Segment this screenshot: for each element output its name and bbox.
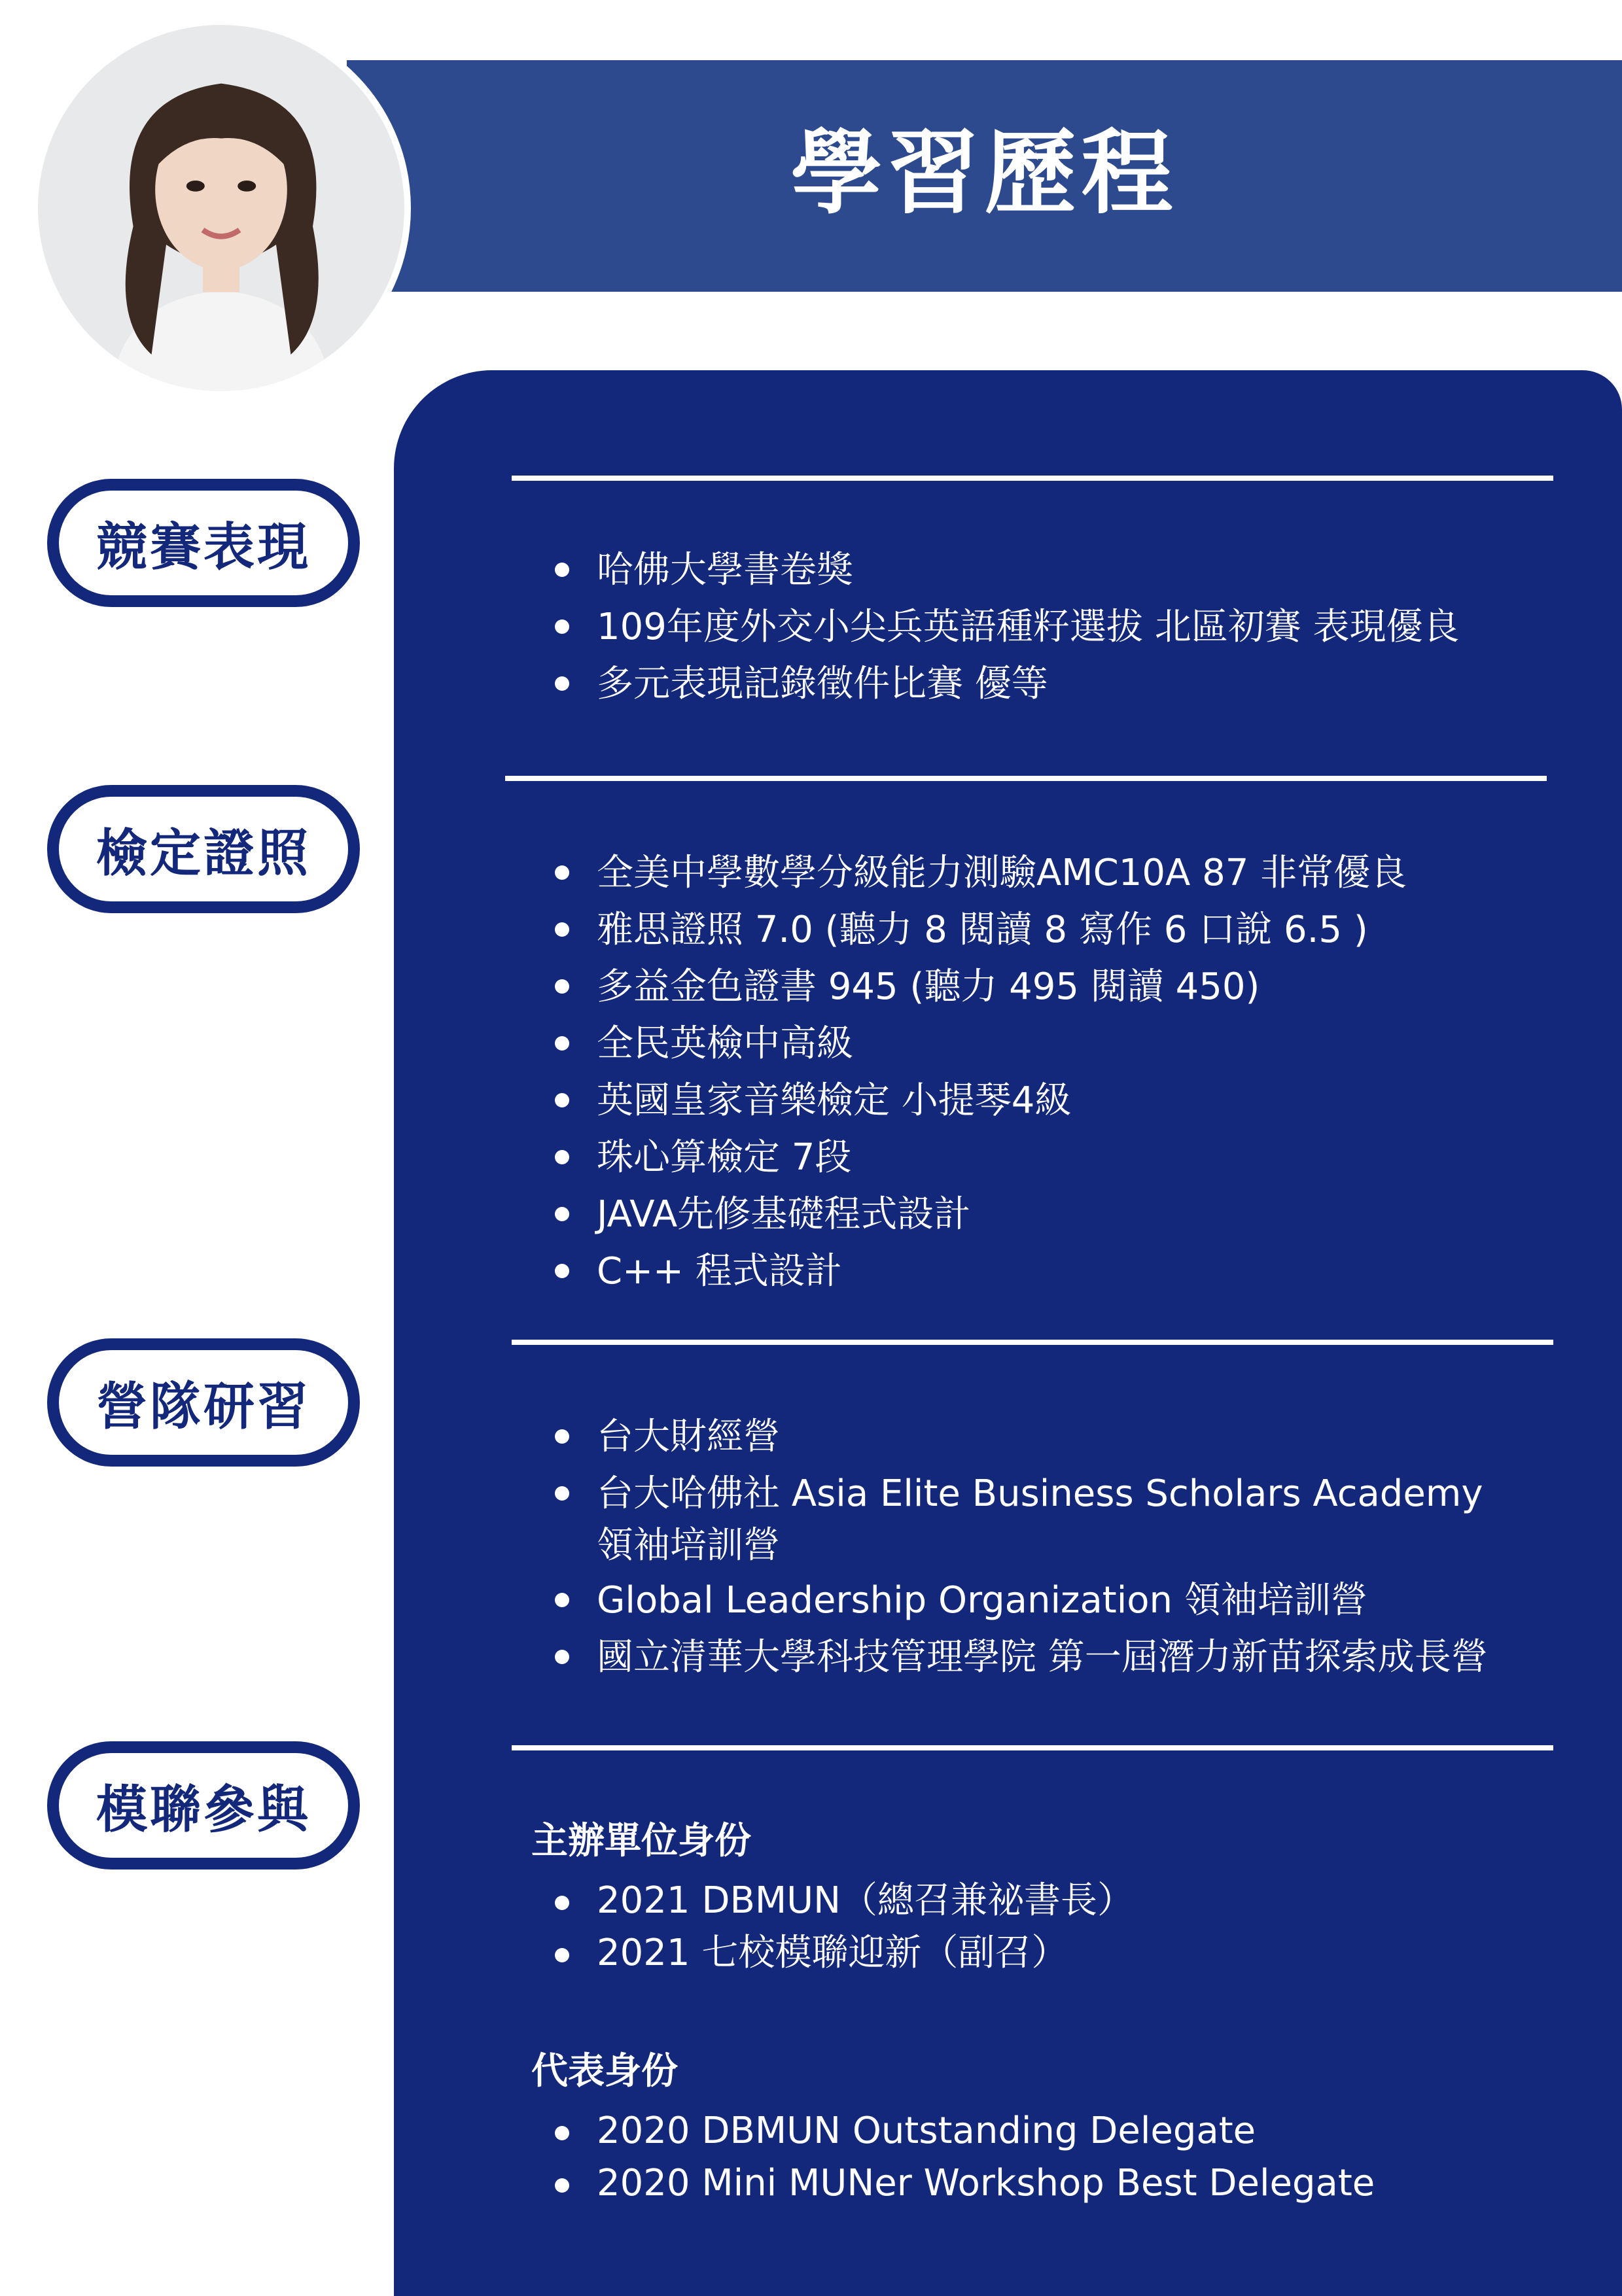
section-label-certification: 檢定證照 xyxy=(47,785,360,913)
camps-list xyxy=(551,1408,1488,1686)
subheading-delegate: 代表身份 xyxy=(531,2050,678,2093)
list-item: 國立清華大學科技管理學院 第一屆潛力新苗探索成長營 xyxy=(551,1629,1488,1686)
list-item: JAVA先修基礎程式設計 xyxy=(551,1186,1407,1243)
certification-list xyxy=(551,844,1407,1300)
section-label-competition: 競賽表現 xyxy=(47,479,360,607)
delegate-list xyxy=(551,2105,1375,2210)
list-item: 雅思證照 7.0 (聽力 8 閱讀 8 寫作 6 口說 6.5 ) xyxy=(551,901,1407,958)
list-item: 台大財經營 xyxy=(551,1408,1488,1465)
list-item: 哈佛大學書卷獎 xyxy=(551,542,1460,599)
list-item: 珠心算檢定 7段 xyxy=(551,1129,1407,1186)
list-item: 全民英檢中高級 xyxy=(551,1015,1407,1072)
list-item: 台大哈佛社 Asia Elite Business Scholars Academy xyxy=(551,1465,1488,1522)
list-item: 2021 DBMUN（總召兼祕書長） xyxy=(551,1875,1134,1927)
portrait-icon xyxy=(38,25,404,391)
section-divider xyxy=(512,1340,1553,1345)
list-item: 2020 DBMUN Outstanding Delegate xyxy=(551,2105,1375,2157)
section-divider xyxy=(512,476,1553,481)
list-item: 全美中學數學分級能力測驗AMC10A 87 非常優良 xyxy=(551,844,1407,901)
organizer-list xyxy=(551,1875,1134,1979)
list-item: Global Leadership Organization 領袖培訓營 xyxy=(551,1572,1488,1629)
list-item: 109年度外交小尖兵英語種籽選拔 北區初賽 表現優良 xyxy=(551,599,1460,655)
header-band xyxy=(347,60,1622,292)
list-item: 2020 Mini MUNer Workshop Best Delegate xyxy=(551,2157,1375,2210)
list-item: 多益金色證書 945 (聽力 495 閱讀 450) xyxy=(551,958,1407,1015)
list-item-continuation: 領袖培訓營 xyxy=(597,1524,780,1567)
section-divider xyxy=(505,776,1547,781)
subheading-organizer: 主辦單位身份 xyxy=(531,1820,751,1862)
section-label-camps: 營隊研習 xyxy=(47,1338,360,1467)
list-item: 多元表現記錄徵件比賽 優等 xyxy=(551,655,1460,712)
competition-list xyxy=(551,542,1460,712)
list-item: 英國皇家音樂檢定 小提琴4級 xyxy=(551,1072,1407,1129)
section-label-mun: 模聯參與 xyxy=(47,1741,360,1870)
page-title: 學習歷程 xyxy=(790,120,1178,227)
list-item: 2021 七校模聯迎新（副召） xyxy=(551,1927,1134,1979)
list-item: C++ 程式設計 xyxy=(551,1243,1407,1300)
avatar xyxy=(31,18,411,398)
section-divider xyxy=(512,1745,1553,1750)
